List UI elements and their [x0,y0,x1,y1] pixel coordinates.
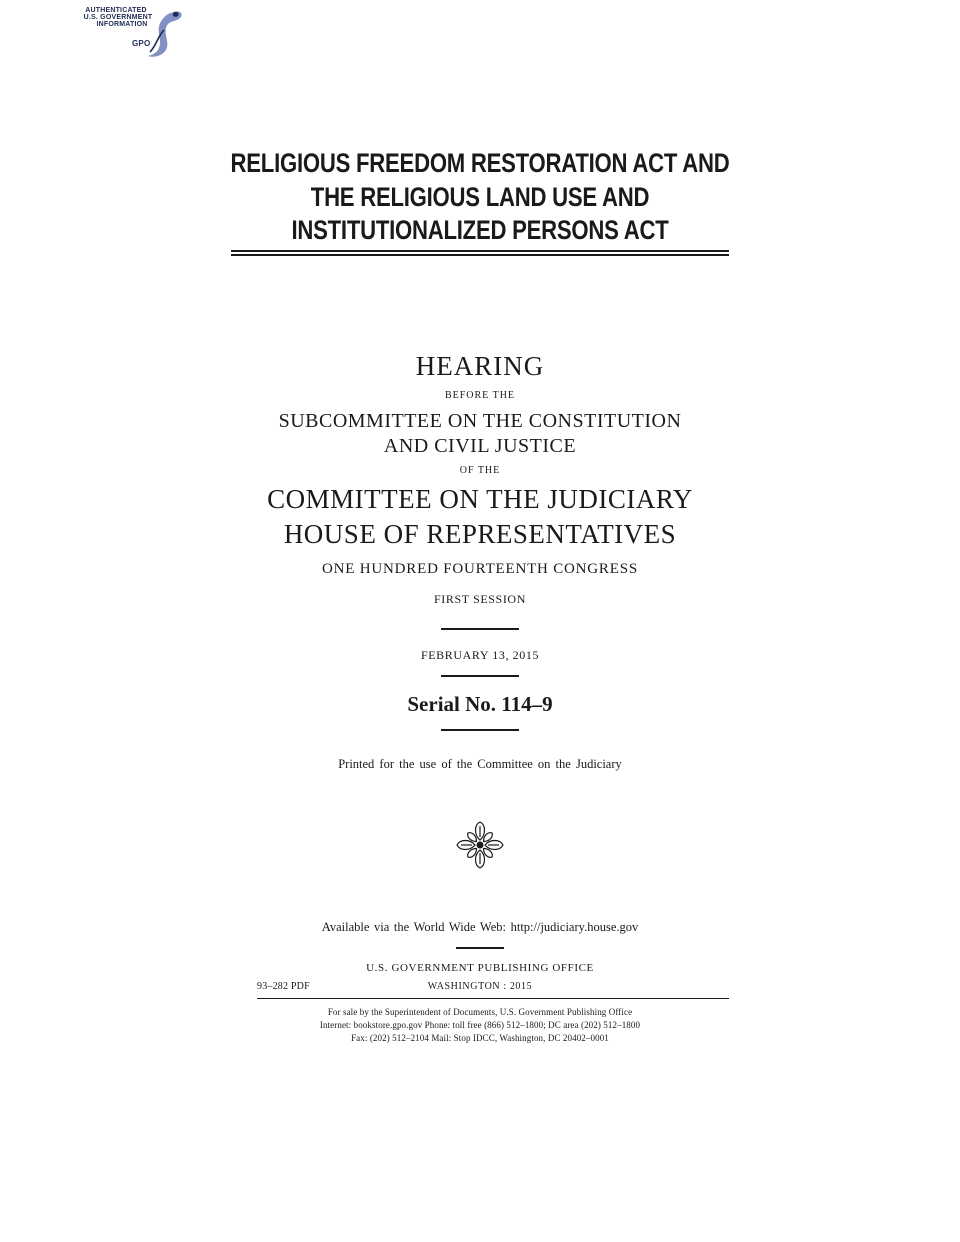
committee-line-2: HOUSE OF REPRESENTATIVES [283,519,677,549]
date-rule-bottom [441,675,519,677]
hearing-date: FEBRUARY 13, 2015 [420,648,540,662]
committee-line-1: COMMITTEE ON THE JUDICIARY [267,484,693,514]
eagle-icon [144,6,184,60]
serial-rule [441,729,519,731]
availability-rule [456,947,504,949]
seal-line-information: INFORMATION [96,21,148,28]
seal-line-authenticated: AUTHENTICATED [85,7,147,14]
serial-number: Serial No. 114–9 [407,692,553,716]
sales-info-line-2: Internet: bookstore.gpo.gov Phone: toll free (866) 512–1800; DC area (202) 512–1800 [319,1020,641,1030]
publication-location: WASHINGTON : 2015 [427,981,533,992]
subcommittee-line-1: SUBCOMMITTEE ON THE CONSTITUTION [278,410,682,432]
publishing-office: U.S. GOVERNMENT PUBLISHING OFFICE [366,962,594,974]
date-rule-top [441,628,519,630]
title-rule-bottom [231,254,729,256]
session-label: FIRST SESSION [434,592,526,606]
document-title-line-3: INSTITUTIONALIZED PERSONS ACT [291,215,669,245]
title-rule-top [231,250,729,252]
document-title-line-1: RELIGIOUS FREEDOM RESTORATION ACT AND [230,148,730,178]
document-number: 93–282 PDF [257,981,310,992]
sales-info-line-3: Fax: (202) 512–2104 Mail: Stop IDCC, Washington, DC 20402–0001 [351,1033,609,1043]
floral-ornament-icon [454,820,506,870]
sales-info-line-1: For sale by the Superintendent of Documents, U.S. Government Publishing Office [327,1007,633,1017]
seal-line-government: U.S. GOVERNMENT [83,14,153,21]
seal-line-gpo: GPO [132,39,151,48]
document-title-line-2: THE RELIGIOUS LAND USE AND [310,182,650,212]
hearing-heading: HEARING [415,351,545,381]
printed-for-note: Printed for the use of the Committee on the Judiciary [338,757,622,771]
footer-rule [257,998,729,999]
before-the-label: BEFORE THE [444,390,516,401]
gpo-authentication-seal [62,4,186,60]
congress-label: ONE HUNDRED FOURTEENTH CONGRESS [322,561,638,577]
of-the-label: OF THE [459,465,501,476]
web-availability-note: Available via the World Wide Web: http://judiciary.house.gov [321,920,639,934]
subcommittee-line-2: AND CIVIL JUSTICE [383,435,577,457]
